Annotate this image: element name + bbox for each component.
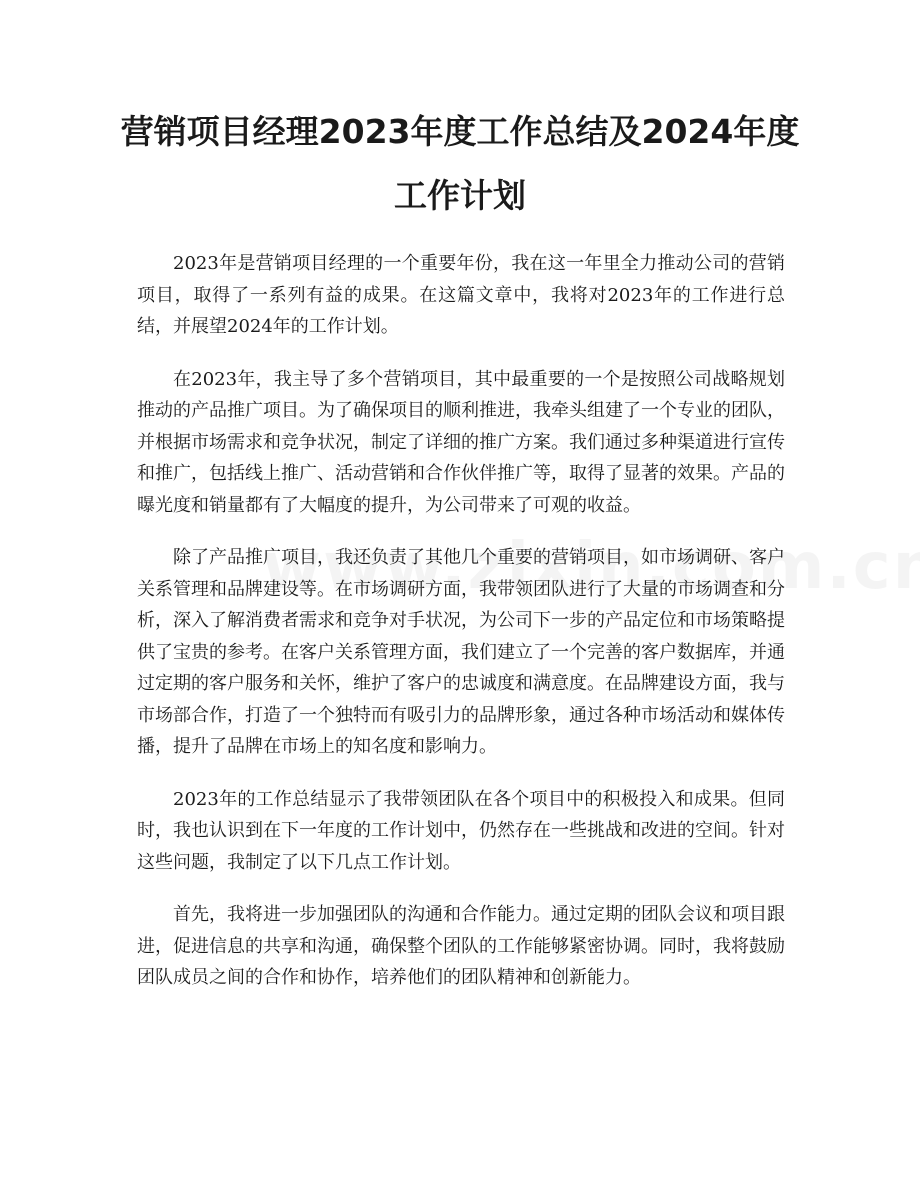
paragraph: 2023年是营销项目经理的一个重要年份，我在这一年里全力推动公司的营销项目，取得了一系列有益的成果。在这篇文章中，我将对2023年的工作进行总结，并展望2024年的工作计划。 <box>137 253 785 337</box>
paragraph: 首先，我将进一步加强团队的沟通和合作能力。通过定期的团队会议和项目跟进，促进信息的共享和沟通，确保整个团队的工作能够紧密协调。同时，我将鼓励团队成员之间的合作和协作，培养他们的团队精神和创新能力。 <box>137 904 785 988</box>
paragraph: 在2023年，我主导了多个营销项目，其中最重要的一个是按照公司战略规划推动的产品推广项目。为了确保项目的顺利推进，我牵头组建了一个专业的团队，并根据市场需求和竞争状况，制定了详细的推广方案。我们通过多种渠道进行宣传和推广，包括线上推广、活动营销和合作伙伴推广等，取得了显著的效果。产品的曝光度和销量都有了大幅度的提升，为公司带来了可观的收益。 <box>137 368 785 516</box>
document-title: 营销项目经理2023年度工作总结及2024年度工作计划 <box>120 112 800 215</box>
paragraph: 2023年的工作总结显示了我带领团队在各个项目中的积极投入和成果。但同时，我也认识到在下一年度的工作计划中，仍然存在一些挑战和改进的空间。针对这些问题，我制定了以下几点工作计划。 <box>137 788 785 873</box>
document-body <box>137 248 785 1015</box>
paragraph: 除了产品推广项目，我还负责了其他几个重要的营销项目，如市场调研、客户关系管理和品牌建设等。在市场调研方面，我带领团队进行了大量的市场调查和分析，深入了解消费者需求和竞争对手状况，为公司下一步的产品定位和市场策略提供了宝贵的参考。在客户关系管理方面，我们建立了一个完善的客户数据库，并通过定期的客户服务和关怀，维护了客户的忠诚度和满意度。在品牌建设方面，我与市场部合作，打造了一个独特而有吸引力的品牌形象，通过各种市场活动和媒体传播，提升了品牌在市场上的知名度和影响力。 <box>137 547 785 757</box>
